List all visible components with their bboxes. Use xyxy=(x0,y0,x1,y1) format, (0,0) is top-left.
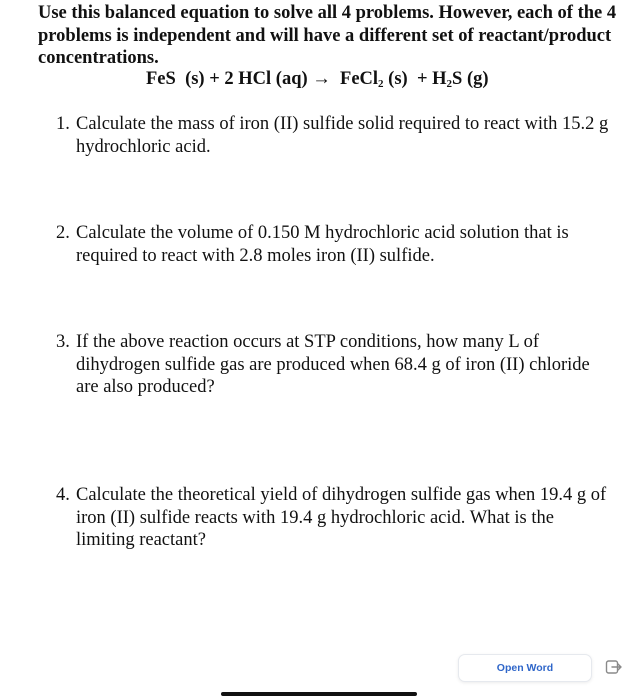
problem-2 xyxy=(56,222,616,267)
reactant-hcl: 2 HCl xyxy=(224,69,272,89)
balanced-equation xyxy=(146,68,489,90)
product-h2s-s: S xyxy=(452,69,463,89)
reactant-hcl-state: (aq) xyxy=(275,69,308,89)
problem-text: Calculate the theoretical yield of dihydrogen sulfide gas when 19.4 g of iron (II) sulfide reacts with 19.4 g hydrochloric acid. What is the limiting reactant? xyxy=(76,485,607,550)
plus-sign-2: + xyxy=(416,69,428,89)
plus-sign: + xyxy=(209,69,220,89)
problem-number: 4. xyxy=(56,485,70,505)
problem-4 xyxy=(56,484,616,552)
product-h2s-h: H xyxy=(432,69,447,89)
product-fecl2-formula: FeCl xyxy=(340,69,379,89)
export-icon[interactable] xyxy=(605,658,623,676)
instructions-heading: Use this balanced equation to solve all 4 problems. However, each of the 4 problems is independent and will have a different set of reactant/product concentrations. xyxy=(38,3,617,68)
problem-number: 3. xyxy=(56,332,70,352)
product-fecl2 xyxy=(340,69,384,89)
problem-1 xyxy=(56,113,616,158)
problem-text: Calculate the mass of iron (II) sulfide solid required to react with 15.2 g hydrochloric acid. xyxy=(76,114,609,157)
problem-number: 2. xyxy=(56,223,70,243)
open-word-button[interactable]: Open Word xyxy=(458,654,592,682)
product-h2s-subscript: 2 xyxy=(446,78,453,90)
reaction-arrow: → xyxy=(312,69,331,89)
reactant-fes-state: (s) xyxy=(185,69,205,89)
problem-number: 1. xyxy=(56,114,70,134)
problem-3 xyxy=(56,331,616,399)
product-fecl2-state: (s) xyxy=(388,69,408,89)
problem-text: Calculate the volume of 0.150 M hydrochloric acid solution that is required to react with 2.8 moles iron (II) sulfide. xyxy=(76,223,569,266)
reactant-fes: FeS xyxy=(146,69,176,89)
home-indicator-bar xyxy=(221,692,417,696)
product-fecl2-subscript: 2 xyxy=(378,78,384,90)
problem-text: If the above reaction occurs at STP conditions, how many L of dihydrogen sulfide gas are produced when 68.4 g of iron (II) chloride are also produced? xyxy=(76,332,590,397)
product-h2s-state: (g) xyxy=(466,69,489,89)
product-h2s xyxy=(432,69,462,89)
